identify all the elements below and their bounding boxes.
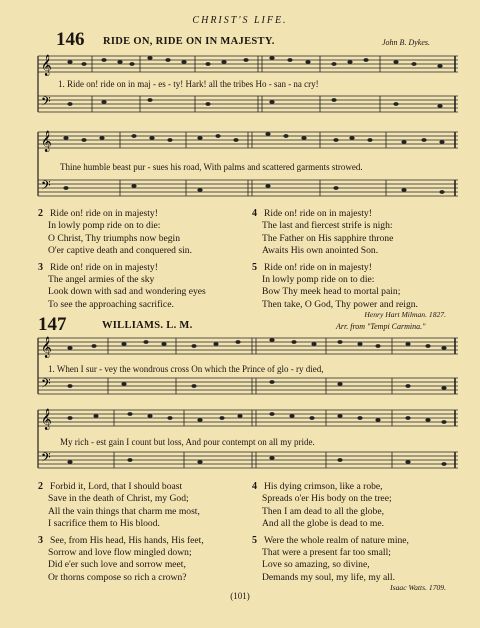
verse-line: Or thorns compose so rich a crown? [48,571,187,583]
verse-line: Then I am dead to all the globe, [262,505,385,517]
svg-text:𝄢: 𝄢 [41,94,51,112]
svg-text:𝄢: 𝄢 [41,178,51,196]
verse-line: That were a present far too small; [262,547,391,559]
verse-line: And all the globe is dead to me. [262,518,385,530]
hymn-146-verses-right: 4 Ride on! ride on in majesty! The last and fiercest strife is nigh: The Father on His sapphire throne Awaits His own anointed Son. 5 Ride on! ride on in majesty! In lowly pomp ride on to die: Bow Thy meek head to mortal pain; Then take, O God, Thy power and reign. [252,208,418,310]
verse-line: Look down with sad and wondering eyes [48,286,206,298]
verse-line: Love so amazing, so divine, [262,559,370,571]
verse-line: All the vain things that charm me most, [48,505,200,517]
hymn-146-number: 146 [56,29,85,50]
verse-line: Ride on! ride on in majesty! [264,261,372,273]
hymn-147-verses-left: 2 Forbid it, Lord, that I should boast Save in the death of Christ, my God; All the vain things that charm me most, I sacrifice them to His blood. 3 See, from His head, His hands, His feet, Sorrow and love flow mingled down; Did e'er such love and sorrow meet, Or thorns compose so rich a crown? [38,481,204,583]
verse-line: Ride on! ride on in majesty! [50,261,158,273]
hymn-147-attribution: Isaac Watts. 1709. [390,583,446,592]
verse-line: The last and fiercest strife is nigh: [262,220,393,232]
verse-line: The Father on His sapphire throne [262,232,394,244]
verse-line: Were the whole realm of nature mine, [264,534,409,546]
verse-line: Awaits His own anointed Son. [262,245,379,257]
verse-line: Spreads o'er His body on the tree; [262,493,392,505]
verse-line: O Christ, Thy triumphs now begin [48,232,181,244]
svg-text:𝄢: 𝄢 [41,376,51,394]
verse-line: O'er captive death and conquered sin. [48,245,192,257]
verse-line: See, from His head, His hands, His feet, [50,534,204,546]
verse-line: Ride on! ride on in majesty! [50,208,158,219]
svg-text:𝄞: 𝄞 [41,337,52,358]
verse-line: I sacrifice them to His blood. [48,518,160,530]
running-head: CHRIST'S LIFE. [192,15,288,26]
verse-line: Bow Thy meek head to mortal pain; [262,286,401,298]
verse-line: His dying crimson, like a robe, [264,481,383,492]
hymn-147-lyric-line-1: 1. When I sur - vey the wondrous cross On which the Prince of glo - ry died, [48,364,324,374]
hymn-146-lyric-line-1: 1. Ride on! ride on in maj - es - ty! Hark! all the tribes Ho - san - na cry! [58,79,319,89]
svg-text:𝄞: 𝄞 [41,55,52,76]
verse-line: In lowly pomp ride on to die: [262,274,375,286]
hymn-146-attribution: Henry Hart Milman. 1827. [364,310,446,319]
verse-line: Save in the death of Christ, my God; [48,493,189,505]
verse-line: Demands my soul, my life, my all. [262,571,395,583]
hymn-147-title: WILLIAMS. L. M. [102,320,193,331]
hymn-147-lyric-line-2: My rich - est gain I count but loss, And pour contempt on all my pride. [60,437,315,447]
svg-text:𝄞: 𝄞 [41,131,52,152]
hymn-146-verses-left: 2 Ride on! ride on in majesty! In lowly pomp ride on to die: O Christ, Thy triumphs now begin O'er captive death and conquered sin. 3 Ride on! ride on in majesty! The angel armies of the sky Look down with sad and wondering eyes To see the approaching sacrifice. [38,208,206,310]
verse-line: To see the approaching sacrifice. [48,298,174,310]
verse-line: In lowly pomp ride on to die: [48,220,161,232]
verse-line: The angel armies of the sky [48,274,155,286]
verse-line: Ride on! ride on in majesty! [264,208,372,219]
hymn-147-number: 147 [38,314,67,335]
verse-line: Then take, O God, Thy power and reign. [262,298,418,310]
svg-text:𝄢: 𝄢 [41,450,51,468]
hymn-146-title: RIDE ON, RIDE ON IN MAJESTY. [103,36,275,47]
page-number: (101) [230,591,250,601]
hymn-146-composer: John B. Dykes. [382,38,430,47]
verse-line: Did e'er such love and sorrow meet, [48,559,186,571]
hymn-146-lyric-line-2: Thine humble beast pur - sues his road, With palms and scattered garments strowed. [60,162,363,172]
verse-line: Sorrow and love flow mingled down; [48,547,192,559]
hymn-147-arranger: Arr. from "Tempi Carmina." [336,322,426,331]
svg-text:𝄞: 𝄞 [41,409,52,430]
verse-line: Forbid it, Lord, that I should boast [50,481,183,492]
hymn-147-verses-right: 4 His dying crimson, like a robe, Spreads o'er His body on the tree; Then I am dead to all the globe, And all the globe is dead to me. 5 Were the whole realm of nature mine, That were a present far too small; Love so amazing, so divine, Demands my soul, my life, my all. [252,481,409,583]
